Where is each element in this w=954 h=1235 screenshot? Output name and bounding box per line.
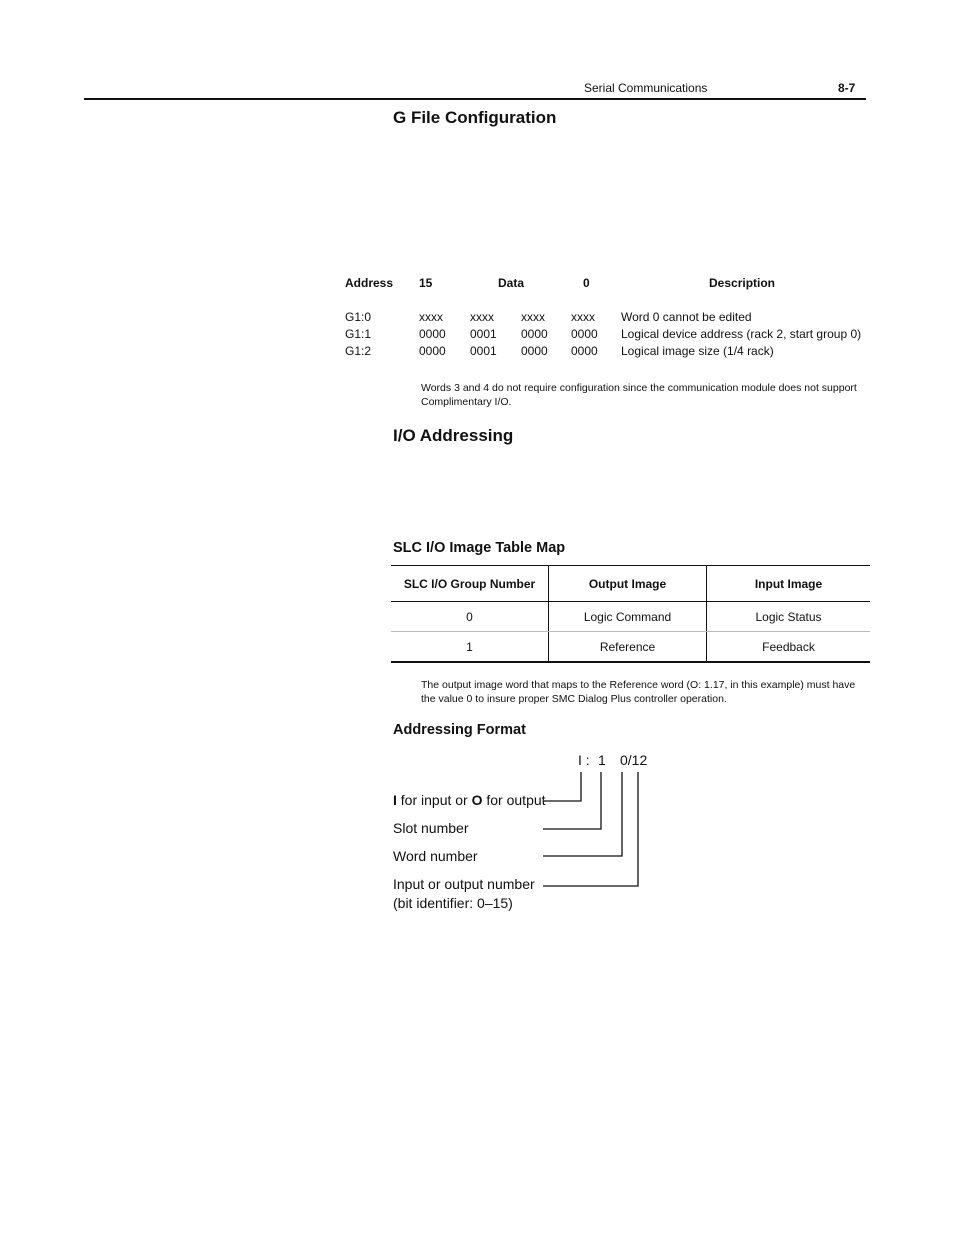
data-nibble: 0001	[470, 344, 497, 358]
running-header-section: Serial Communications	[584, 81, 708, 95]
data-nibble: xxxx	[521, 310, 545, 324]
data-nibble: 0000	[571, 327, 598, 341]
data-nibble: 0000	[419, 327, 446, 341]
col-input-image-header: Input Image	[707, 566, 871, 602]
data-nibble: 0000	[521, 327, 548, 341]
col-bit0-header: 0	[583, 276, 590, 290]
example-word-bit: 0/12	[620, 752, 648, 768]
row-address: G1:2	[345, 344, 372, 358]
col-bit15-header: 15	[419, 276, 433, 290]
label-bit-identifier: (bit identifier: 0–15)	[393, 895, 513, 911]
group-number-cell: 1	[391, 632, 549, 663]
label-io-i: I	[393, 792, 397, 808]
slc-map-heading: SLC I/O Image Table Map	[393, 540, 566, 556]
group-number-cell: 0	[391, 602, 549, 632]
row-address: G1:0	[345, 310, 372, 324]
label-word-number: Word number	[393, 848, 478, 864]
data-nibble: 0000	[521, 344, 548, 358]
addressing-format-heading: Addressing Format	[393, 722, 526, 738]
slc-map-note: The output image word that maps to the Reference word (O: 1.17, in this example) must have the value 0 to insure proper SMC Dialog Plus controller operation.	[421, 679, 856, 705]
data-nibble: 0000	[419, 344, 446, 358]
g-file-note: Words 3 and 4 do not require configuration since the communication module does not support Complimentary I/O.	[421, 382, 857, 408]
output-image-cell: Reference	[549, 632, 707, 663]
leader-io-type	[544, 772, 581, 801]
page-number: 8-7	[838, 81, 856, 95]
col-description-header: Description	[709, 276, 776, 290]
row-description: Logical device address (rack 2, start group 0)	[621, 327, 862, 341]
input-image-cell: Logic Status	[707, 602, 871, 632]
col-address-header: Address	[345, 276, 394, 290]
label-io-suffix: for output	[482, 792, 546, 808]
col-output-image-header: Output Image	[549, 566, 707, 602]
output-image-cell: Logic Command	[549, 602, 707, 632]
row-address: G1:1	[345, 327, 372, 341]
data-nibble: xxxx	[470, 310, 494, 324]
label-io-mid: for input or	[396, 792, 472, 808]
input-image-cell: Feedback	[707, 632, 871, 663]
label-bit-number: Input or output number	[393, 876, 535, 892]
label-io-o: O	[471, 792, 483, 808]
data-nibble: xxxx	[571, 310, 595, 324]
row-description: Logical image size (1/4 rack)	[621, 344, 774, 358]
leader-word	[543, 772, 622, 856]
label-slot-number: Slot number	[393, 820, 469, 836]
col-data-header: Data	[498, 276, 525, 290]
row-description: Word 0 cannot be edited	[621, 310, 752, 324]
data-nibble: 0000	[571, 344, 598, 358]
g-file-heading: G File Configuration	[393, 108, 557, 127]
data-nibble: 0001	[470, 327, 497, 341]
io-addressing-heading: I/O Addressing	[393, 426, 514, 445]
example-io-prefix: I :	[578, 752, 590, 768]
data-nibble: xxxx	[419, 310, 443, 324]
example-slot: 1	[598, 752, 606, 768]
col-group-number-header: SLC I/O Group Number	[391, 566, 549, 602]
